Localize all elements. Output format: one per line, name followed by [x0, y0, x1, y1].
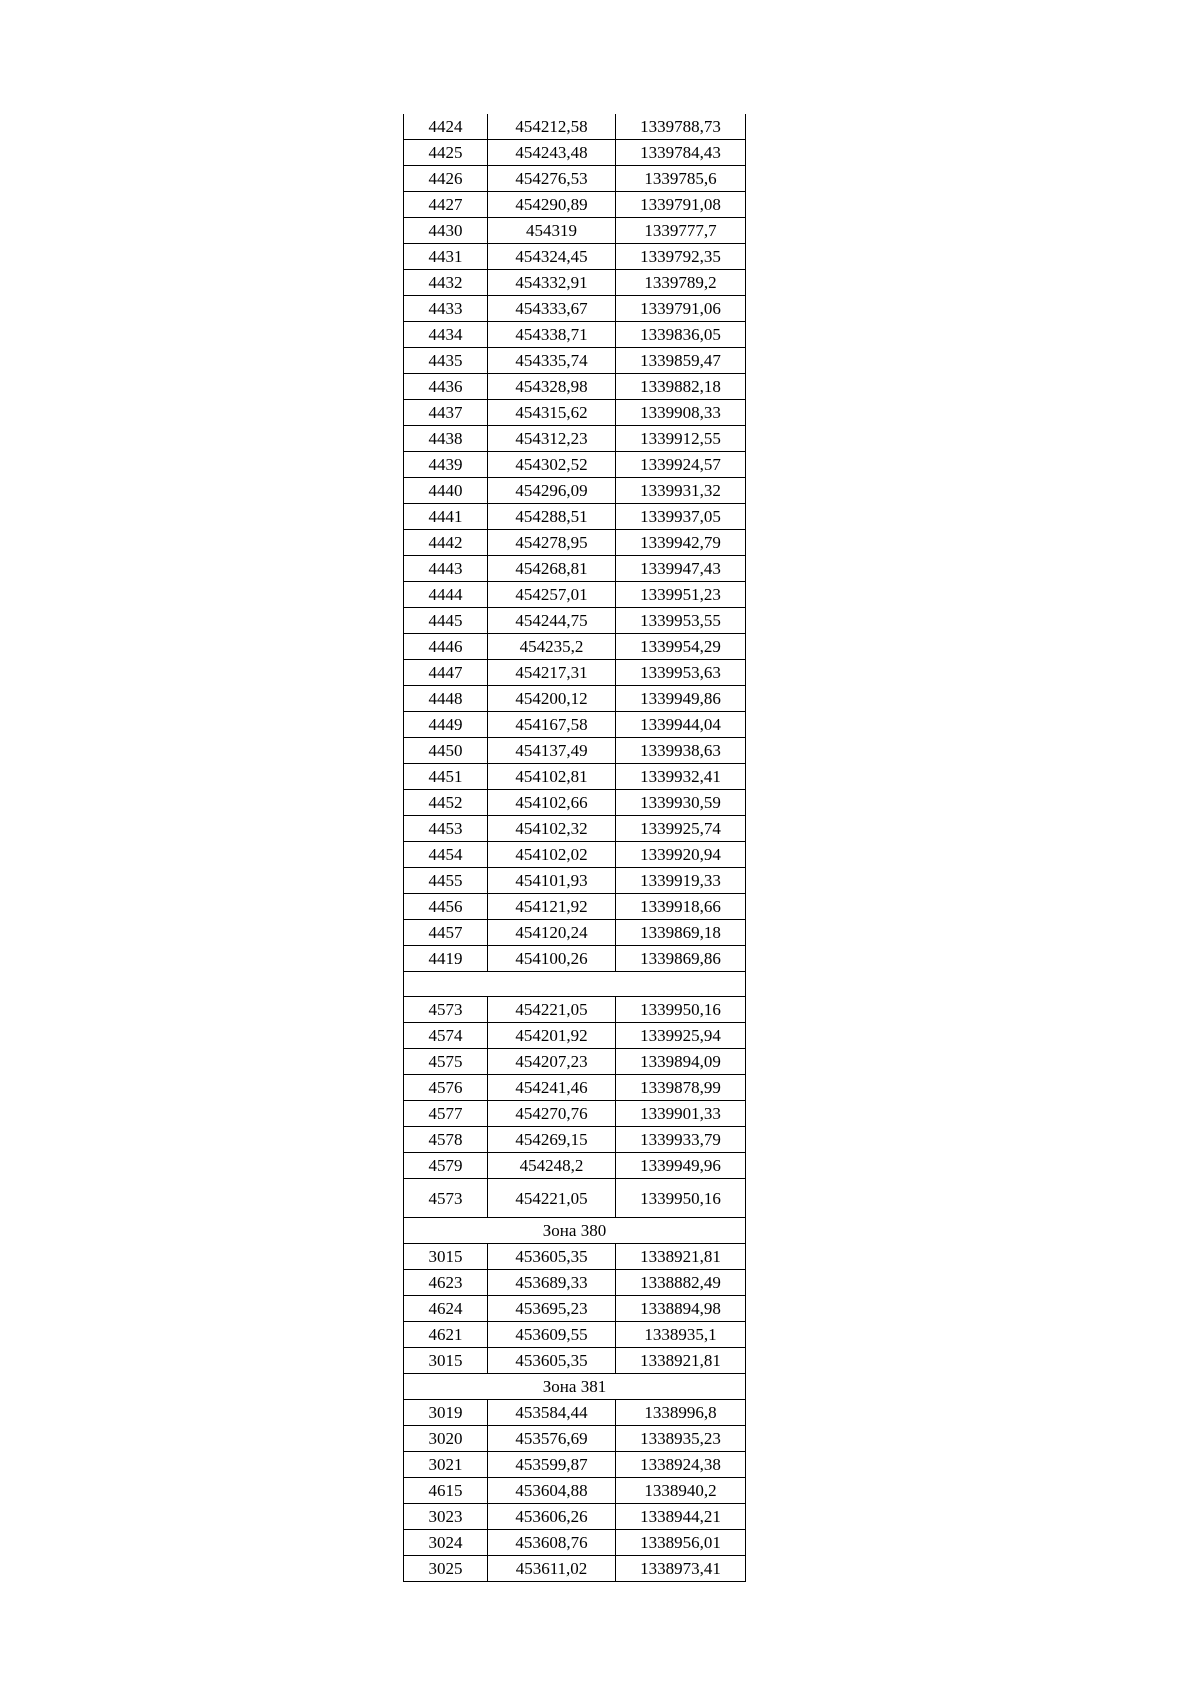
- y-coordinate-cell: 1339784,43: [616, 140, 746, 166]
- point-number-cell: 4621: [404, 1322, 488, 1348]
- y-coordinate-cell: 1339777,7: [616, 218, 746, 244]
- y-coordinate-cell: 1338935,1: [616, 1322, 746, 1348]
- point-number-cell: 4437: [404, 400, 488, 426]
- y-coordinate-cell: 1339836,05: [616, 322, 746, 348]
- y-coordinate-cell: 1339869,18: [616, 920, 746, 946]
- x-coordinate-cell: 454248,2: [488, 1153, 616, 1179]
- y-coordinate-cell: 1339788,73: [616, 114, 746, 140]
- y-coordinate-cell: 1339951,23: [616, 582, 746, 608]
- y-coordinate-cell: 1339901,33: [616, 1101, 746, 1127]
- table-row: [404, 530, 746, 556]
- y-coordinate-cell: 1339919,33: [616, 868, 746, 894]
- x-coordinate-cell: 454121,92: [488, 894, 616, 920]
- x-coordinate-cell: 454338,71: [488, 322, 616, 348]
- y-coordinate-cell: 1339954,29: [616, 634, 746, 660]
- y-coordinate-cell: 1339933,79: [616, 1127, 746, 1153]
- x-coordinate-cell: 454102,81: [488, 764, 616, 790]
- table-row: [404, 634, 746, 660]
- table-row: [404, 1075, 746, 1101]
- point-number-cell: 4451: [404, 764, 488, 790]
- zone-header-row: [404, 1218, 746, 1244]
- y-coordinate-cell: 1339950,16: [616, 1179, 746, 1218]
- x-coordinate-cell: 454319: [488, 218, 616, 244]
- x-coordinate-cell: 454207,23: [488, 1049, 616, 1075]
- x-coordinate-cell: 454217,31: [488, 660, 616, 686]
- table-row: [404, 166, 746, 192]
- table-row: [404, 1504, 746, 1530]
- y-coordinate-cell: 1338940,2: [616, 1478, 746, 1504]
- table-row: [404, 842, 746, 868]
- point-number-cell: 4443: [404, 556, 488, 582]
- zone-title: Зона 380: [404, 1218, 746, 1244]
- x-coordinate-cell: 454102,32: [488, 816, 616, 842]
- table-row: [404, 1322, 746, 1348]
- table-row: [404, 1556, 746, 1582]
- point-number-cell: 4436: [404, 374, 488, 400]
- y-coordinate-cell: 1339947,43: [616, 556, 746, 582]
- point-number-cell: 4432: [404, 270, 488, 296]
- table-row: [404, 997, 746, 1023]
- separator-cell: [404, 972, 746, 997]
- separator-row: [404, 972, 746, 997]
- point-number-cell: 4448: [404, 686, 488, 712]
- table-row: [404, 1426, 746, 1452]
- y-coordinate-cell: 1339859,47: [616, 348, 746, 374]
- y-coordinate-cell: 1339953,55: [616, 608, 746, 634]
- x-coordinate-cell: 453689,33: [488, 1270, 616, 1296]
- table-row: [404, 140, 746, 166]
- point-number-cell: 3020: [404, 1426, 488, 1452]
- x-coordinate-cell: 454241,46: [488, 1075, 616, 1101]
- x-coordinate-cell: 453606,26: [488, 1504, 616, 1530]
- y-coordinate-cell: 1339925,74: [616, 816, 746, 842]
- point-number-cell: 4578: [404, 1127, 488, 1153]
- point-number-cell: 4425: [404, 140, 488, 166]
- point-number-cell: 4456: [404, 894, 488, 920]
- x-coordinate-cell: 454100,26: [488, 946, 616, 972]
- table-row: [404, 1348, 746, 1374]
- y-coordinate-cell: 1339931,32: [616, 478, 746, 504]
- y-coordinate-cell: 1338924,38: [616, 1452, 746, 1478]
- x-coordinate-cell: 454102,02: [488, 842, 616, 868]
- table-row: [404, 1023, 746, 1049]
- zone-header-row: [404, 1374, 746, 1400]
- point-number-cell: 4452: [404, 790, 488, 816]
- table-row: [404, 816, 746, 842]
- y-coordinate-cell: 1338921,81: [616, 1244, 746, 1270]
- x-coordinate-cell: 454200,12: [488, 686, 616, 712]
- y-coordinate-cell: 1339949,96: [616, 1153, 746, 1179]
- point-number-cell: 3021: [404, 1452, 488, 1478]
- table-row: [404, 1530, 746, 1556]
- point-number-cell: 4574: [404, 1023, 488, 1049]
- point-number-cell: 4573: [404, 1179, 488, 1218]
- x-coordinate-cell: 454212,58: [488, 114, 616, 140]
- x-coordinate-cell: 454312,23: [488, 426, 616, 452]
- y-coordinate-cell: 1338921,81: [616, 1348, 746, 1374]
- table-row: [404, 1049, 746, 1075]
- point-number-cell: 4439: [404, 452, 488, 478]
- x-coordinate-cell: 454315,62: [488, 400, 616, 426]
- x-coordinate-cell: 454302,52: [488, 452, 616, 478]
- y-coordinate-cell: 1338973,41: [616, 1556, 746, 1582]
- point-number-cell: 4446: [404, 634, 488, 660]
- point-number-cell: 4575: [404, 1049, 488, 1075]
- y-coordinate-cell: 1338894,98: [616, 1296, 746, 1322]
- y-coordinate-cell: 1339930,59: [616, 790, 746, 816]
- x-coordinate-cell: 454101,93: [488, 868, 616, 894]
- y-coordinate-cell: 1339912,55: [616, 426, 746, 452]
- y-coordinate-cell: 1339953,63: [616, 660, 746, 686]
- table-row: [404, 1296, 746, 1322]
- x-coordinate-cell: 454333,67: [488, 296, 616, 322]
- x-coordinate-cell: 454335,74: [488, 348, 616, 374]
- table-row: [404, 1244, 746, 1270]
- point-number-cell: 4577: [404, 1101, 488, 1127]
- y-coordinate-cell: 1339908,33: [616, 400, 746, 426]
- x-coordinate-cell: 453576,69: [488, 1426, 616, 1452]
- y-coordinate-cell: 1339949,86: [616, 686, 746, 712]
- table-row: [404, 192, 746, 218]
- table-row: [404, 270, 746, 296]
- table-row: [404, 868, 746, 894]
- y-coordinate-cell: 1338996,8: [616, 1400, 746, 1426]
- table-row: [404, 946, 746, 972]
- y-coordinate-cell: 1339938,63: [616, 738, 746, 764]
- x-coordinate-cell: 454137,49: [488, 738, 616, 764]
- point-number-cell: 3015: [404, 1244, 488, 1270]
- x-coordinate-cell: 454290,89: [488, 192, 616, 218]
- x-coordinate-cell: 454235,2: [488, 634, 616, 660]
- point-number-cell: 3024: [404, 1530, 488, 1556]
- table-row: [404, 426, 746, 452]
- point-number-cell: 4454: [404, 842, 488, 868]
- y-coordinate-cell: 1339950,16: [616, 997, 746, 1023]
- table-row: [404, 114, 746, 140]
- table-row: [404, 686, 746, 712]
- x-coordinate-cell: 454332,91: [488, 270, 616, 296]
- point-number-cell: 4624: [404, 1296, 488, 1322]
- point-number-cell: 4449: [404, 712, 488, 738]
- point-number-cell: 4427: [404, 192, 488, 218]
- point-number-cell: 3019: [404, 1400, 488, 1426]
- point-number-cell: 4419: [404, 946, 488, 972]
- coordinates-table: [403, 114, 746, 1582]
- point-number-cell: 4442: [404, 530, 488, 556]
- table-row: [404, 1101, 746, 1127]
- x-coordinate-cell: 454268,81: [488, 556, 616, 582]
- table-row: [404, 920, 746, 946]
- y-coordinate-cell: 1338935,23: [616, 1426, 746, 1452]
- point-number-cell: 4431: [404, 244, 488, 270]
- x-coordinate-cell: 453611,02: [488, 1556, 616, 1582]
- table-row: [404, 1452, 746, 1478]
- x-coordinate-cell: 454243,48: [488, 140, 616, 166]
- x-coordinate-cell: 454102,66: [488, 790, 616, 816]
- table-row: [404, 452, 746, 478]
- x-coordinate-cell: 453608,76: [488, 1530, 616, 1556]
- point-number-cell: 3015: [404, 1348, 488, 1374]
- x-coordinate-cell: 453609,55: [488, 1322, 616, 1348]
- x-coordinate-cell: 454167,58: [488, 712, 616, 738]
- x-coordinate-cell: 454288,51: [488, 504, 616, 530]
- x-coordinate-cell: 454221,05: [488, 997, 616, 1023]
- table-row: [404, 218, 746, 244]
- table-row: [404, 608, 746, 634]
- point-number-cell: 4438: [404, 426, 488, 452]
- x-coordinate-cell: 453599,87: [488, 1452, 616, 1478]
- point-number-cell: 4441: [404, 504, 488, 530]
- y-coordinate-cell: 1339792,35: [616, 244, 746, 270]
- x-coordinate-cell: 454270,76: [488, 1101, 616, 1127]
- y-coordinate-cell: 1339944,04: [616, 712, 746, 738]
- x-coordinate-cell: 454244,75: [488, 608, 616, 634]
- y-coordinate-cell: 1339920,94: [616, 842, 746, 868]
- table-row: [404, 296, 746, 322]
- y-coordinate-cell: 1339878,99: [616, 1075, 746, 1101]
- point-number-cell: 4424: [404, 114, 488, 140]
- table-row: [404, 660, 746, 686]
- table-row: [404, 894, 746, 920]
- coordinates-table-body: [404, 114, 746, 1582]
- y-coordinate-cell: 1339869,86: [616, 946, 746, 972]
- y-coordinate-cell: 1338956,01: [616, 1530, 746, 1556]
- point-number-cell: 3025: [404, 1556, 488, 1582]
- table-row: [404, 738, 746, 764]
- y-coordinate-cell: 1339791,08: [616, 192, 746, 218]
- y-coordinate-cell: 1338882,49: [616, 1270, 746, 1296]
- point-number-cell: 4426: [404, 166, 488, 192]
- x-coordinate-cell: 453584,44: [488, 1400, 616, 1426]
- point-number-cell: 4435: [404, 348, 488, 374]
- y-coordinate-cell: 1339932,41: [616, 764, 746, 790]
- x-coordinate-cell: 454201,92: [488, 1023, 616, 1049]
- x-coordinate-cell: 453604,88: [488, 1478, 616, 1504]
- point-number-cell: 4615: [404, 1478, 488, 1504]
- point-number-cell: 4453: [404, 816, 488, 842]
- table-row: [404, 244, 746, 270]
- x-coordinate-cell: 454120,24: [488, 920, 616, 946]
- point-number-cell: 4433: [404, 296, 488, 322]
- table-row: [404, 1270, 746, 1296]
- y-coordinate-cell: 1339894,09: [616, 1049, 746, 1075]
- point-number-cell: 4573: [404, 997, 488, 1023]
- x-coordinate-cell: 454278,95: [488, 530, 616, 556]
- table-row: [404, 1179, 746, 1218]
- point-number-cell: 4447: [404, 660, 488, 686]
- x-coordinate-cell: 454257,01: [488, 582, 616, 608]
- x-coordinate-cell: 454324,45: [488, 244, 616, 270]
- point-number-cell: 4430: [404, 218, 488, 244]
- table-row: [404, 1400, 746, 1426]
- table-row: [404, 374, 746, 400]
- point-number-cell: 4579: [404, 1153, 488, 1179]
- zone-title: Зона 381: [404, 1374, 746, 1400]
- y-coordinate-cell: 1339924,57: [616, 452, 746, 478]
- table-row: [404, 478, 746, 504]
- x-coordinate-cell: 454296,09: [488, 478, 616, 504]
- x-coordinate-cell: 454328,98: [488, 374, 616, 400]
- table-row: [404, 1153, 746, 1179]
- x-coordinate-cell: 453605,35: [488, 1348, 616, 1374]
- table-row: [404, 582, 746, 608]
- y-coordinate-cell: 1339789,2: [616, 270, 746, 296]
- table-row: [404, 1478, 746, 1504]
- table-row: [404, 556, 746, 582]
- x-coordinate-cell: 453695,23: [488, 1296, 616, 1322]
- y-coordinate-cell: 1339925,94: [616, 1023, 746, 1049]
- y-coordinate-cell: 1339791,06: [616, 296, 746, 322]
- table-row: [404, 400, 746, 426]
- x-coordinate-cell: 454269,15: [488, 1127, 616, 1153]
- y-coordinate-cell: 1339942,79: [616, 530, 746, 556]
- table-row: [404, 712, 746, 738]
- point-number-cell: 4455: [404, 868, 488, 894]
- x-coordinate-cell: 454276,53: [488, 166, 616, 192]
- y-coordinate-cell: 1338944,21: [616, 1504, 746, 1530]
- table-row: [404, 764, 746, 790]
- table-row: [404, 790, 746, 816]
- point-number-cell: 4444: [404, 582, 488, 608]
- y-coordinate-cell: 1339882,18: [616, 374, 746, 400]
- x-coordinate-cell: 454221,05: [488, 1179, 616, 1218]
- point-number-cell: 4450: [404, 738, 488, 764]
- point-number-cell: 4440: [404, 478, 488, 504]
- y-coordinate-cell: 1339937,05: [616, 504, 746, 530]
- y-coordinate-cell: 1339785,6: [616, 166, 746, 192]
- point-number-cell: 3023: [404, 1504, 488, 1530]
- point-number-cell: 4457: [404, 920, 488, 946]
- table-row: [404, 322, 746, 348]
- point-number-cell: 4576: [404, 1075, 488, 1101]
- table-row: [404, 348, 746, 374]
- x-coordinate-cell: 453605,35: [488, 1244, 616, 1270]
- point-number-cell: 4445: [404, 608, 488, 634]
- point-number-cell: 4434: [404, 322, 488, 348]
- y-coordinate-cell: 1339918,66: [616, 894, 746, 920]
- point-number-cell: 4623: [404, 1270, 488, 1296]
- table-row: [404, 504, 746, 530]
- table-row: [404, 1127, 746, 1153]
